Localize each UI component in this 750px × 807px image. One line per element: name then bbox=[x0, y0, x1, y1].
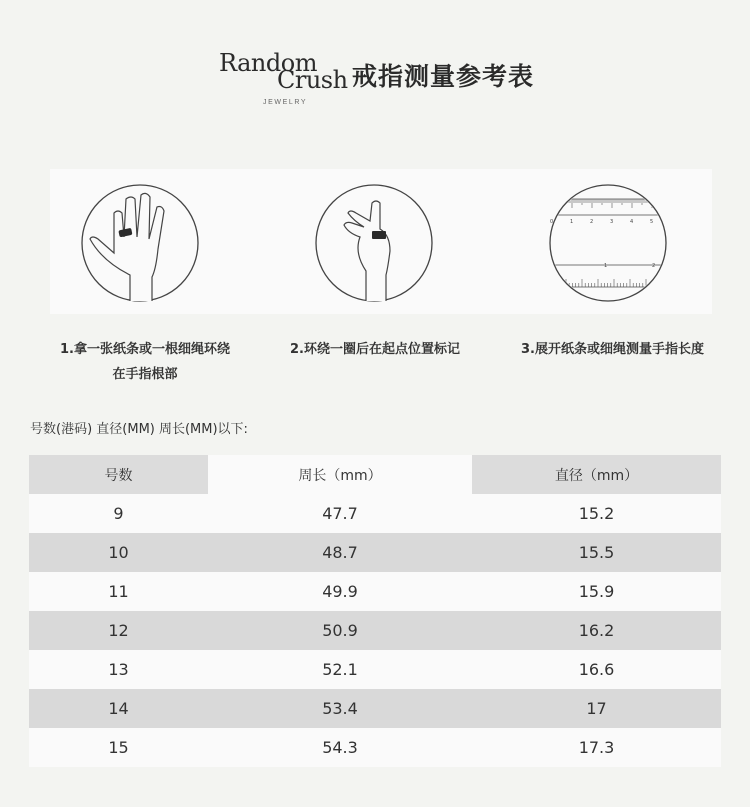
ruler-illustration bbox=[548, 185, 668, 301]
cell-circumference: 47.7 bbox=[208, 494, 472, 533]
header-size: 号数 bbox=[29, 455, 208, 494]
cell-diameter: 15.9 bbox=[472, 572, 721, 611]
logo-text-line3: JEWELRY bbox=[263, 99, 308, 106]
step-1-line1: 1.拿一张纸条或一根细绳环绕 bbox=[60, 342, 230, 357]
ruler-bottom-label-2: 2 bbox=[652, 263, 656, 269]
table-row bbox=[29, 572, 721, 611]
ruler-label-2: 2 bbox=[590, 219, 594, 225]
ruler-label-0: 0 bbox=[550, 219, 554, 225]
logo-text-line1: Random bbox=[219, 49, 317, 77]
cell-circumference: 49.9 bbox=[208, 572, 472, 611]
measurement-illustrations bbox=[50, 169, 712, 314]
cell-size: 9 bbox=[29, 494, 208, 533]
cell-circumference: 48.7 bbox=[208, 533, 472, 572]
table-row bbox=[29, 494, 721, 533]
ruler-label-1: 1 bbox=[570, 219, 574, 225]
cell-size: 13 bbox=[29, 650, 208, 689]
ruler-bottom-label-1: 1 bbox=[604, 263, 608, 269]
step-1-line2: 在手指根部 bbox=[112, 367, 178, 382]
cell-diameter: 17.3 bbox=[472, 728, 721, 767]
header-circumference: 周长（mm） bbox=[208, 455, 472, 494]
cell-circumference: 53.4 bbox=[208, 689, 472, 728]
cell-circumference: 50.9 bbox=[208, 611, 472, 650]
logo-text-line2: Crush bbox=[277, 66, 348, 94]
cell-size: 10 bbox=[29, 533, 208, 572]
ruler-label-5: 5 bbox=[650, 219, 654, 225]
table-row bbox=[29, 611, 721, 650]
cell-diameter: 15.5 bbox=[472, 533, 721, 572]
page-header bbox=[0, 45, 750, 115]
cell-size: 15 bbox=[29, 728, 208, 767]
table-row bbox=[29, 533, 721, 572]
cell-size: 14 bbox=[29, 689, 208, 728]
cell-size: 12 bbox=[29, 611, 208, 650]
step-2-text bbox=[270, 337, 480, 362]
cell-circumference: 52.1 bbox=[208, 650, 472, 689]
cell-diameter: 16.6 bbox=[472, 650, 721, 689]
table-row bbox=[29, 689, 721, 728]
cell-circumference: 54.3 bbox=[208, 728, 472, 767]
size-table bbox=[29, 455, 721, 767]
ruler-label-4: 4 bbox=[630, 219, 634, 225]
table-header-row bbox=[29, 455, 721, 494]
cell-diameter: 16.2 bbox=[472, 611, 721, 650]
hand-wrap-illustration bbox=[82, 185, 198, 301]
header-diameter: 直径（mm） bbox=[472, 455, 721, 494]
cell-size: 11 bbox=[29, 572, 208, 611]
table-row bbox=[29, 650, 721, 689]
table-intro-note: 号数(港码) 直径(MM) 周长(MM)以下: bbox=[30, 422, 248, 437]
ruler-label-3: 3 bbox=[610, 219, 614, 225]
step-2-line1: 2.环绕一圈后在起点位置标记 bbox=[290, 342, 460, 357]
cell-diameter: 17 bbox=[472, 689, 721, 728]
step-1-text bbox=[40, 337, 250, 387]
step-3-line1: 3.展开纸条或细绳测量手指长度 bbox=[521, 342, 704, 357]
step-3-text bbox=[500, 337, 725, 362]
table-row bbox=[29, 728, 721, 767]
cell-diameter: 15.2 bbox=[472, 494, 721, 533]
page-title: 戒指测量参考表 bbox=[352, 62, 535, 91]
brand-logo bbox=[219, 49, 351, 109]
hand-mark-illustration bbox=[316, 185, 432, 301]
